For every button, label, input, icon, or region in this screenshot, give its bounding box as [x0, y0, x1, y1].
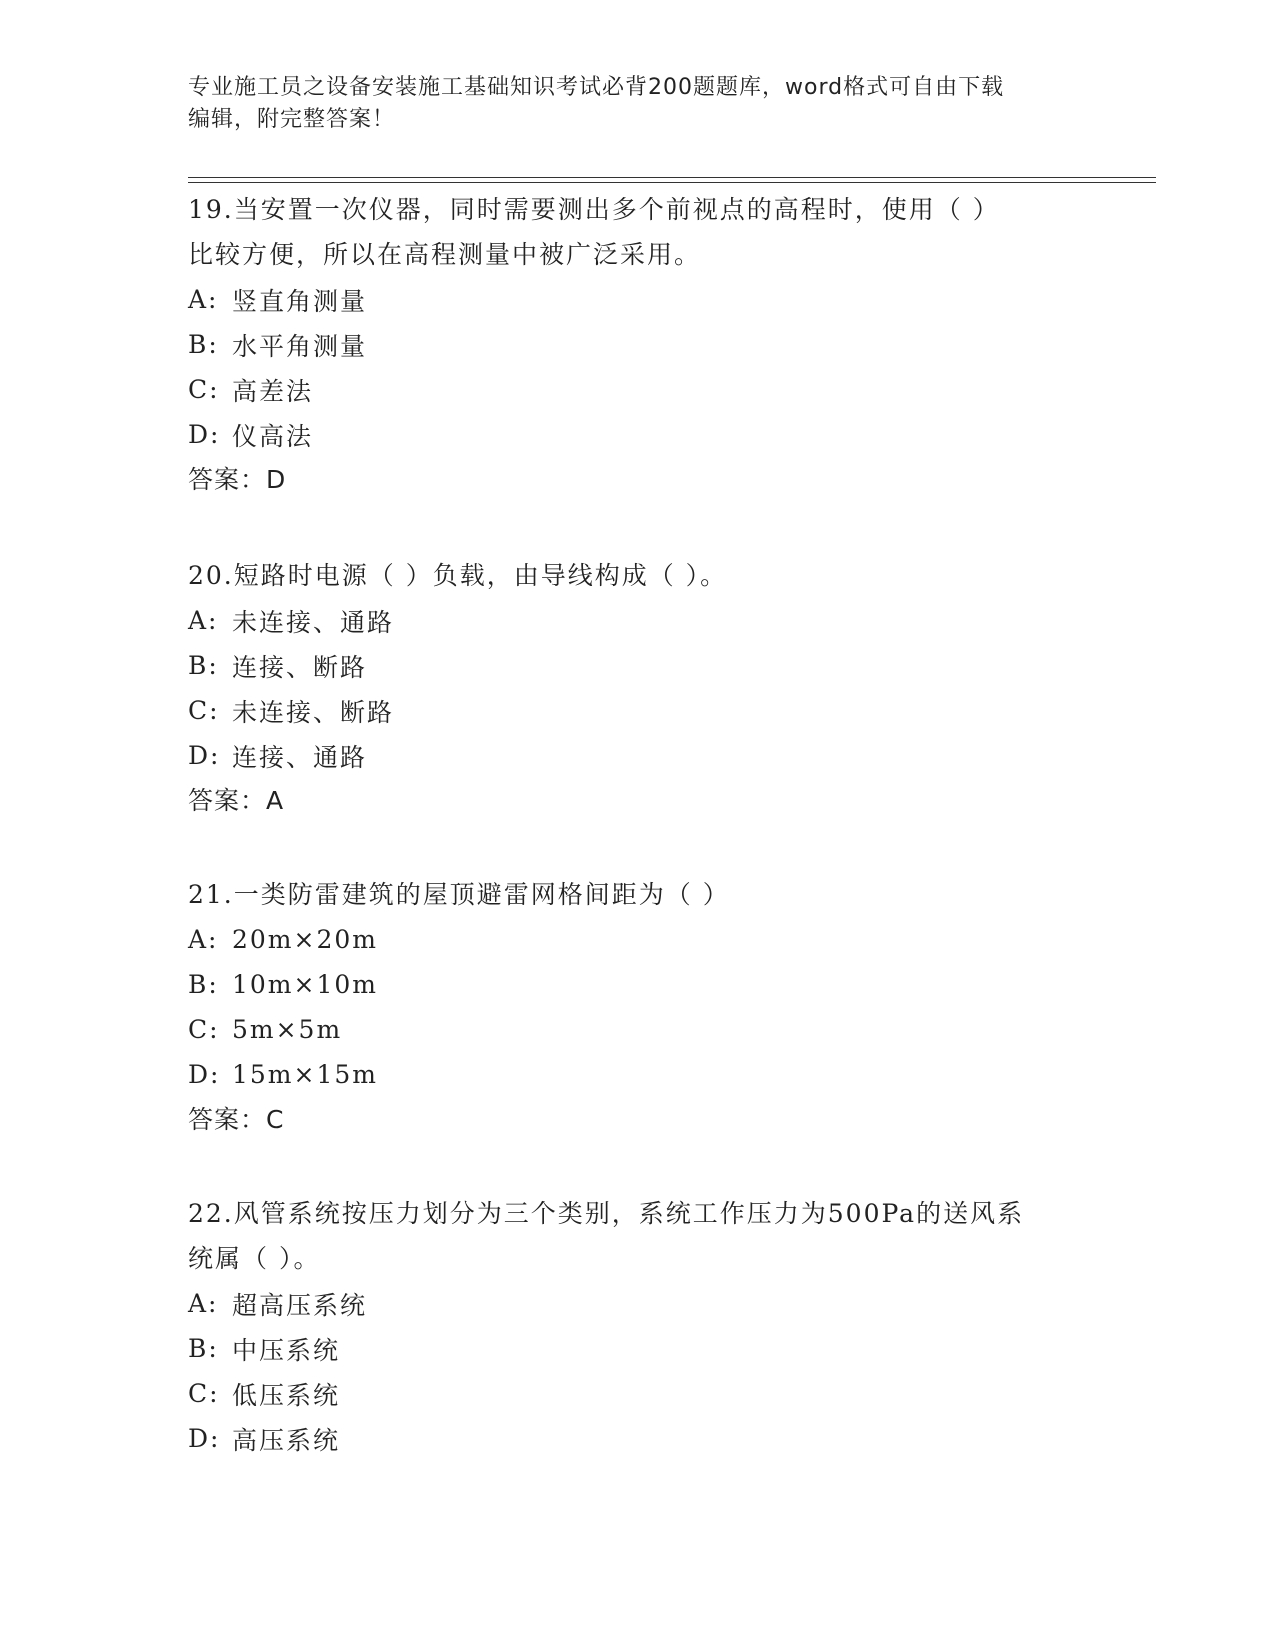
option-label: A:: [188, 606, 219, 635]
question-21-option-b: [188, 962, 1068, 1007]
option-text: 低压系统: [232, 1380, 341, 1410]
question-22-option-d: [188, 1416, 1068, 1461]
option-label: A:: [188, 1289, 219, 1318]
option-text: 中压系统: [232, 1335, 341, 1365]
question-20: [188, 553, 1068, 823]
option-label: B:: [188, 651, 219, 680]
option-text: 水平角测量: [232, 331, 368, 361]
option-label: B:: [188, 970, 219, 999]
question-22-option-b: [188, 1326, 1068, 1371]
option-text: 5m×5m: [232, 1015, 343, 1044]
option-text: 高差法: [232, 376, 314, 406]
option-text: 未连接、断路: [232, 697, 395, 727]
question-22: [188, 1191, 1068, 1461]
option-text: 超高压系统: [232, 1290, 368, 1320]
header-line-2: 编辑，附完整答案！: [188, 107, 396, 132]
option-label: B:: [188, 1334, 219, 1363]
question-22-stem-line-2: 统属（ ）。: [188, 1244, 321, 1273]
option-label: C:: [188, 1015, 220, 1044]
option-label: B:: [188, 330, 219, 359]
option-text: 连接、通路: [232, 742, 368, 772]
option-label: C:: [188, 375, 220, 404]
question-21: [188, 872, 1068, 1142]
question-19-option-d: [188, 412, 1068, 457]
option-text: 未连接、通路: [232, 607, 395, 637]
question-19-option-a: [188, 277, 1068, 322]
option-label: D:: [188, 741, 221, 770]
option-text: 高压系统: [232, 1425, 341, 1455]
option-label: A:: [188, 285, 219, 314]
question-19-stem-line-1: 19.当安置一次仪器，同时需要测出多个前视点的高程时，使用（ ）: [188, 195, 1000, 224]
question-21-option-c: [188, 1007, 1068, 1052]
option-text: 竖直角测量: [232, 286, 368, 316]
question-20-option-a: [188, 598, 1068, 643]
question-21-option-a: [188, 917, 1068, 962]
question-19: [188, 187, 1068, 502]
option-label: A:: [188, 925, 219, 954]
option-label: C:: [188, 1379, 220, 1408]
question-19-answer: 答案：D: [188, 465, 287, 494]
option-label: D:: [188, 1060, 221, 1089]
question-21-stem-line-1: 21.一类防雷建筑的屋顶避雷网格间距为（ ）: [188, 880, 730, 909]
question-20-stem-line-1: 20.短路时电源（ ）负载，由导线构成（ ）。: [188, 561, 728, 590]
header-line-1: 专业施工员之设备安装施工基础知识考试必背200题题库，word格式可自由下载: [188, 75, 1005, 100]
question-21-option-d: [188, 1052, 1068, 1097]
option-label: D:: [188, 420, 221, 449]
question-20-option-d: [188, 733, 1068, 778]
option-text: 连接、断路: [232, 652, 368, 682]
option-text: 20m×20m: [232, 925, 378, 954]
option-text: 仪高法: [232, 421, 314, 451]
option-label: C:: [188, 696, 220, 725]
header-divider-top: [188, 177, 1156, 178]
question-22-option-c: [188, 1371, 1068, 1416]
question-20-option-b: [188, 643, 1068, 688]
question-21-answer: 答案：C: [188, 1105, 285, 1134]
option-text: 15m×15m: [232, 1060, 378, 1089]
document-header: [188, 72, 1068, 136]
question-20-option-c: [188, 688, 1068, 733]
question-20-answer: 答案：A: [188, 786, 285, 815]
question-19-stem-line-2: 比较方便，所以在高程测量中被广泛采用。: [188, 240, 702, 269]
option-text: 10m×10m: [232, 970, 378, 999]
question-19-option-b: [188, 322, 1068, 367]
question-22-option-a: [188, 1281, 1068, 1326]
header-divider-bottom: [188, 182, 1156, 183]
question-19-option-c: [188, 367, 1068, 412]
option-label: D:: [188, 1424, 221, 1453]
question-22-stem-line-1: 22.风管系统按压力划分为三个类别，系统工作压力为500Pa的送风系: [188, 1199, 1025, 1228]
